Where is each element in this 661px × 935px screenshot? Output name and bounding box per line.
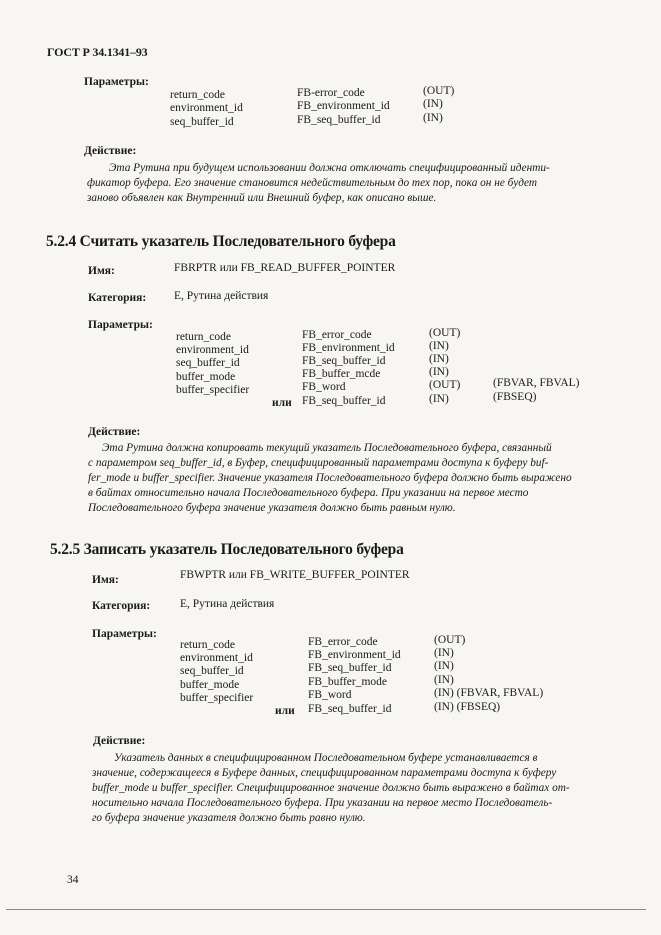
category-value: Е, Рутина действия xyxy=(174,290,269,302)
param-row xyxy=(170,89,225,101)
paragraph-line: заново объявлен как Внутренний или Внешний буфер, как описано выше. xyxy=(87,192,437,204)
param-type: FB_error_code xyxy=(302,329,372,341)
param-dir: (OUT) xyxy=(429,379,461,391)
name-value: FBRPTR или FB_READ_BUFFER_POINTER xyxy=(174,262,396,274)
params-label: Параметры: xyxy=(88,319,153,331)
param-dir: (OUT) xyxy=(429,327,461,339)
bottom-rule xyxy=(6,909,646,910)
paragraph-line: носительно начала Последовательного буфера. При указании на первое место Последователь- xyxy=(92,797,553,809)
param-type: FB_seq_buffer_id xyxy=(308,662,392,674)
param-name: seq_buffer_id xyxy=(170,116,234,128)
param-name: buffer_mode xyxy=(176,371,236,383)
param-type: FB_error_code xyxy=(308,636,378,648)
param-prefix: или xyxy=(272,397,292,409)
param-extra: (FBVAR, FBVAL) xyxy=(493,377,580,389)
category-label: Категория: xyxy=(88,292,147,304)
param-dir: (IN) xyxy=(434,660,454,672)
section-heading: 5.2.5 Записать указатель Последовательного буфера xyxy=(50,541,404,558)
action-paragraph xyxy=(88,441,600,516)
param-dir: (IN) xyxy=(429,353,449,365)
paragraph-line: Эта Рутина при будущем использовании должна отключать специфицированный иденти- xyxy=(109,162,550,174)
param-dir: (IN) (FBVAR, FBVAL) xyxy=(434,687,544,699)
param-prefix: или xyxy=(275,705,295,717)
paragraph-line: го буфера значение указателя должно быть равно нулю. xyxy=(92,812,366,824)
param-type: FB-error_code xyxy=(297,87,365,99)
param-type: FB_environment_id xyxy=(302,342,395,354)
param-dir: (IN) xyxy=(429,340,449,352)
param-name: environment_id xyxy=(180,652,253,664)
param-name: environment_id xyxy=(176,344,249,356)
param-type: FB_seq_buffer_id xyxy=(297,114,381,126)
paragraph-line: значение, содержащееся в Буфере данных, специфицированном параметрами доступа к буферу xyxy=(92,767,557,779)
param-name: return_code xyxy=(180,639,235,651)
param-dir: (IN) xyxy=(423,98,443,110)
name-label: Имя: xyxy=(92,574,119,586)
param-dir: (IN) xyxy=(434,647,454,659)
param-name: seq_buffer_id xyxy=(180,665,244,677)
param-type: FB_seq_buffer_id xyxy=(302,395,386,407)
param-dir: (IN) (FBSEQ) xyxy=(434,701,501,713)
param-dir: (IN) xyxy=(429,366,449,378)
action-label: Действие: xyxy=(93,735,146,747)
param-dir: (OUT) xyxy=(434,634,466,646)
action-label: Действие: xyxy=(88,426,141,438)
param-type: FB_seq_buffer_id xyxy=(302,355,386,367)
param-type: FB_environment_id xyxy=(308,649,401,661)
param-name: return_code xyxy=(170,89,225,101)
param-name: seq_buffer_id xyxy=(176,357,240,369)
param-type: FB_word xyxy=(302,381,346,393)
page-number: 34 xyxy=(67,874,79,886)
paragraph-line: фикатор буфера. Его значение становится недействительным до тех пор, пока он не будет xyxy=(87,177,538,189)
action-paragraph xyxy=(87,161,592,206)
param-dir: (OUT) xyxy=(423,85,455,97)
paragraph-line: buffer_mode и buffer_specifier. Специфицированное значение должно быть выражено в байтах от- xyxy=(92,782,570,794)
param-type: FB_buffer_mode xyxy=(308,676,388,688)
paragraph-line: с параметром seq_buffer_id, в Буфер, специфицированный параметрами доступа к буферу buf- xyxy=(88,457,549,469)
param-extra: (FBSEQ) xyxy=(493,391,537,403)
param-dir: (IN) xyxy=(423,112,443,124)
param-name: buffer_mode xyxy=(180,679,240,691)
page-header: ГОСТ Р 34.1341–93 xyxy=(47,45,148,59)
param-dir: (IN) xyxy=(434,674,454,686)
param-type: FB_buffer_mcde xyxy=(302,368,381,380)
param-type: FB_environment_id xyxy=(297,100,390,112)
param-dir: (IN) xyxy=(429,393,449,405)
param-name: return_code xyxy=(176,331,231,343)
action-label: Действие: xyxy=(84,145,137,157)
paragraph-line: в байтах относительно начала Последовательного буфера. При указании на первое место xyxy=(88,487,529,499)
category-value: Е, Рутина действия xyxy=(180,598,275,610)
action-paragraph xyxy=(92,751,605,826)
param-name: environment_id xyxy=(170,102,243,114)
param-name: buffer_specifier xyxy=(176,384,250,396)
paragraph-line: Последовательного буфера значение указателя должно быть равным нулю. xyxy=(88,502,456,514)
param-type: FB_word xyxy=(308,689,352,701)
section-heading: 5.2.4 Считать указатель Последовательного буфера xyxy=(46,233,396,250)
name-label: Имя: xyxy=(88,265,115,277)
params-label: Параметры: xyxy=(84,76,149,88)
param-name: buffer_specifier xyxy=(180,692,254,704)
paragraph-line: Указатель данных в специфицированном Последовательном буфере устанавливается в xyxy=(114,752,538,764)
param-type: FB_seq_buffer_id xyxy=(308,703,392,715)
name-value: FBWPTR или FB_WRITE_BUFFER_POINTER xyxy=(180,569,410,581)
paragraph-line: fer_mode и buffer_specifier. Значение указателя Последовательного буфера должно быть выражено xyxy=(88,472,572,484)
params-label: Параметры: xyxy=(92,628,157,640)
category-label: Категория: xyxy=(92,600,151,612)
paragraph-line: Эта Рутина должна копировать текущий указатель Последовательного буфера, связанный xyxy=(102,442,552,454)
